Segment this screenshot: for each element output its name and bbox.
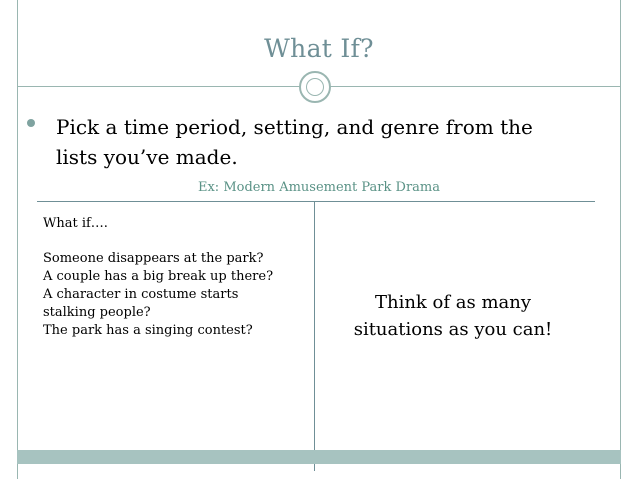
what-if-line: A character in costume starts [43, 287, 239, 302]
bullet-line-1: Pick a time period, setting, and genre from the [56, 115, 533, 139]
example-subtitle: Ex: Modern Amusement Park Drama [197, 180, 440, 195]
what-if-line: The park has a singing contest? [43, 323, 253, 338]
footer-band [17, 450, 621, 464]
slide-title: What If? [264, 34, 374, 63]
situations-prompt [330, 289, 576, 343]
what-if-line: stalking people? [43, 305, 151, 320]
what-if-line: A couple has a big break up there? [43, 269, 274, 284]
table-column-divider [314, 201, 315, 471]
table-top-border [37, 201, 595, 202]
prompt-line-1: Think of as many [374, 292, 532, 313]
what-if-heading: What if…. [43, 216, 108, 231]
double-circle-icon [299, 71, 331, 103]
round-bullet-icon [27, 119, 35, 127]
prompt-line-2: situations as you can! [353, 319, 553, 340]
what-if-list [43, 215, 305, 340]
inner-circle-icon [306, 78, 324, 96]
bullet-point [56, 112, 576, 172]
bullet-line-2: lists you’ve made. [56, 145, 238, 169]
what-if-line: Someone disappears at the park? [43, 251, 264, 266]
